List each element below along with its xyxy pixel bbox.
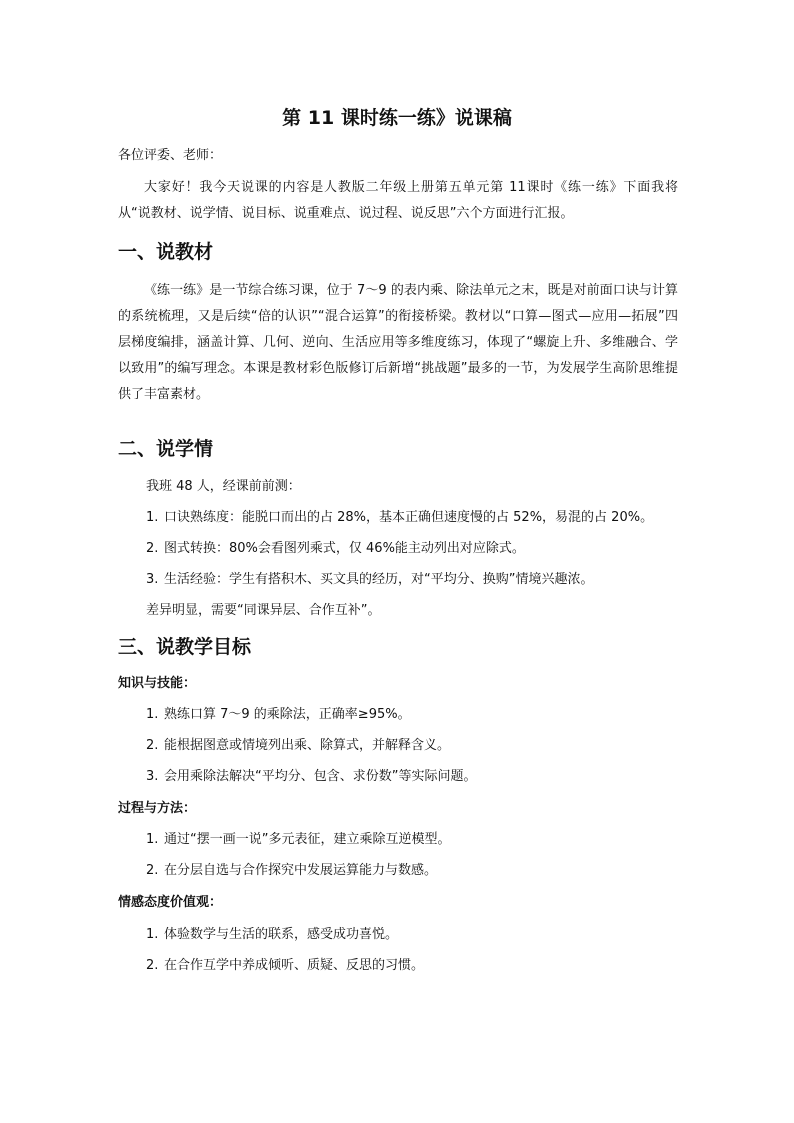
list-item xyxy=(146,767,476,787)
list-item-text: 会用乘除法解决“平均分、包含、求份数”等实际问题。 xyxy=(164,769,477,784)
list-item-number: 2. xyxy=(146,541,159,556)
list-item-text: 在分层自选与合作探究中发展运算能力与数感。 xyxy=(164,863,438,878)
list-item-number: 1. xyxy=(146,707,159,722)
list-item-text: 生活经验：学生有搭积木、买文具的经历，对“平均分、换购”情境兴趣浓。 xyxy=(164,572,594,587)
list-item xyxy=(146,956,424,976)
section-heading-students: 二、说学情 xyxy=(118,438,214,460)
students-lead: 我班 48 人，经课前前测： xyxy=(146,479,301,494)
list-item-number: 1. xyxy=(146,927,159,942)
greeting: 各位评委、老师： xyxy=(118,148,223,163)
list-item-text: 体验数学与生活的联系，感受成功喜悦。 xyxy=(164,927,399,942)
list-item xyxy=(146,508,653,528)
list-item xyxy=(146,925,398,945)
section-heading-textbook: 一、说教材 xyxy=(118,241,214,263)
list-item-text: 熟练口算 7～9 的乘除法，正确率≥95%。 xyxy=(164,707,411,722)
list-item-number: 2. xyxy=(146,863,159,878)
list-item-text: 口诀熟练度：能脱口而出的占 28%，基本正确但速度慢的占 52%，易混的占 20%。 xyxy=(164,510,654,525)
list-item xyxy=(146,539,525,559)
section-heading-goals: 三、说教学目标 xyxy=(118,636,252,658)
list-item-text: 在合作互学中养成倾听、质疑、反思的习惯。 xyxy=(164,958,425,973)
goal-group-label: 过程与方法： xyxy=(118,801,197,816)
list-item-number: 1. xyxy=(146,510,159,525)
list-item xyxy=(146,736,450,756)
students-closing: 差异明显，需要“同课异层、合作互补”。 xyxy=(146,603,381,618)
list-item-number: 2. xyxy=(146,958,159,973)
list-item-text: 通过“摆一画一说”多元表征，建立乘除互逆模型。 xyxy=(164,832,451,847)
list-item xyxy=(146,705,411,725)
goal-group-label: 知识与技能： xyxy=(118,676,197,691)
list-item xyxy=(146,830,450,850)
list-item-text: 能根据图意或情境列出乘、除算式，并解释含义。 xyxy=(164,738,451,753)
intro-paragraph: 大家好！我今天说课的内容是人教版二年级上册第五单元第 11课时《练一练》下面我将从“说教材、说学情、说目标、说重难点、说过程、说反思”六个方面进行汇报。 xyxy=(118,180,678,221)
list-item-number: 1. xyxy=(146,832,159,847)
goal-group-label: 情感态度价值观： xyxy=(118,895,223,910)
list-item-number: 2. xyxy=(146,738,159,753)
list-item xyxy=(146,861,437,881)
textbook-paragraph: 《练一练》是一节综合练习课，位于 7～9 的表内乘、除法单元之末，既是对前面口诀与计算的系统梳理，又是后续“倍的认识”“混合运算”的衔接桥梁。教材以“口算—图式—应用—拓展”四层梯度编排，涵盖计算、几何、逆向、生活应用等多维度练习，体现了“螺旋上升、多维融合、学以致用”的编写理念。本课是教材彩色版修订后新增“挑战题”最多的一节，为发展学生高阶思维提供了丰富素材。 xyxy=(118,283,678,402)
list-item-number: 3. xyxy=(146,769,159,784)
list-item xyxy=(146,570,593,590)
document-title: 第 11 课时练一练》说课稿 xyxy=(282,107,512,129)
list-item-text: 图式转换：80%会看图列乘式，仅 46%能主动列出对应除式。 xyxy=(164,541,525,556)
list-item-number: 3. xyxy=(146,572,159,587)
